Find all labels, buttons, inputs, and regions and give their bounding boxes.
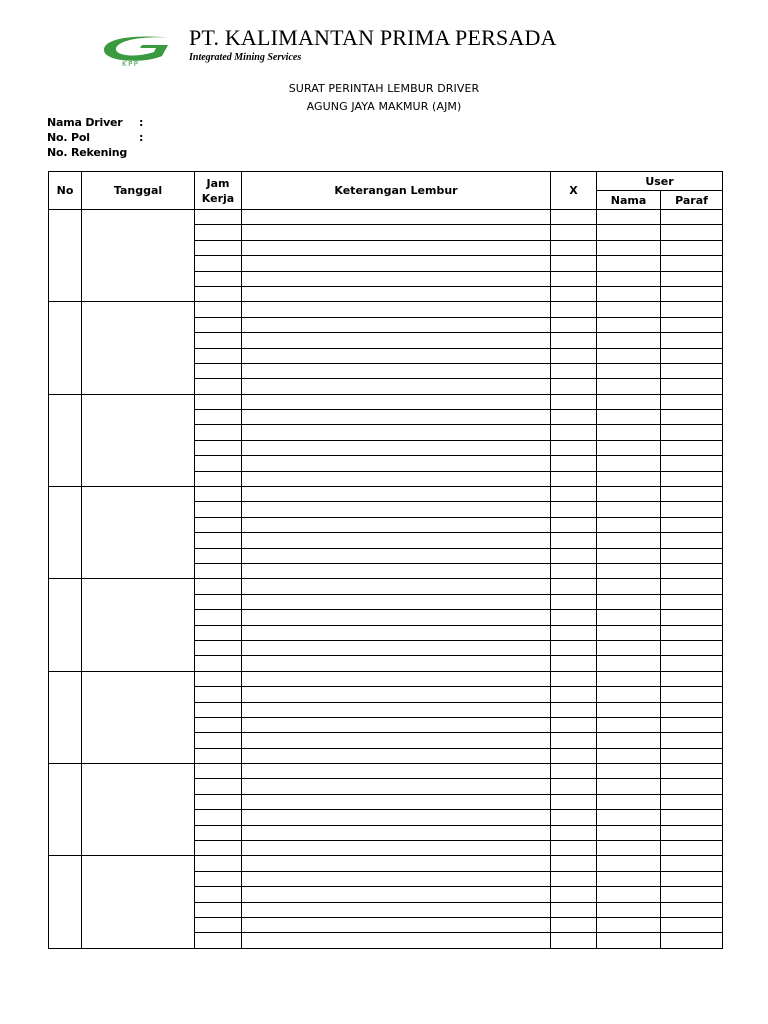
- field-label: No. Pol: [47, 131, 90, 144]
- table-row: [49, 856, 723, 871]
- cell-user-nama[interactable]: [597, 579, 661, 594]
- document-title: SURAT PERINTAH LEMBUR DRIVER: [288, 82, 480, 95]
- cell-x[interactable]: [551, 210, 597, 225]
- cell-user-nama[interactable]: [597, 902, 661, 917]
- cell-jam-kerja[interactable]: [195, 210, 242, 225]
- cell-keterangan-lembur[interactable]: [242, 517, 551, 532]
- table-row: [49, 302, 723, 317]
- cell-keterangan-lembur[interactable]: [242, 240, 551, 255]
- cell-user-nama[interactable]: [597, 471, 661, 486]
- cell-user-nama[interactable]: [597, 410, 661, 425]
- cell-user-paraf[interactable]: [661, 917, 723, 932]
- field-nama-driver: [47, 116, 144, 129]
- cell-jam-kerja[interactable]: [195, 702, 242, 717]
- cell-user-nama[interactable]: [597, 333, 661, 348]
- cell-keterangan-lembur[interactable]: [242, 286, 551, 301]
- cell-keterangan-lembur[interactable]: [242, 225, 551, 240]
- cell-jam-kerja[interactable]: [195, 733, 242, 748]
- cell-x[interactable]: [551, 656, 597, 671]
- cell-user-nama[interactable]: [597, 548, 661, 563]
- cell-jam-kerja[interactable]: [195, 764, 242, 779]
- cell-user-paraf[interactable]: [661, 902, 723, 917]
- cell-no[interactable]: [49, 210, 82, 302]
- cell-user-nama[interactable]: [597, 440, 661, 455]
- cell-tanggal[interactable]: [82, 302, 195, 394]
- cell-user-nama[interactable]: [597, 363, 661, 378]
- cell-x[interactable]: [551, 563, 597, 578]
- cell-keterangan-lembur[interactable]: [242, 841, 551, 856]
- logo-text: KPP: [122, 60, 140, 68]
- cell-tanggal[interactable]: [82, 394, 195, 486]
- cell-jam-kerja[interactable]: [195, 594, 242, 609]
- cell-jam-kerja[interactable]: [195, 887, 242, 902]
- cell-user-paraf[interactable]: [661, 640, 723, 655]
- cell-tanggal[interactable]: [82, 671, 195, 763]
- cell-user-nama[interactable]: [597, 456, 661, 471]
- cell-jam-kerja[interactable]: [195, 271, 242, 286]
- cell-user-nama[interactable]: [597, 871, 661, 886]
- cell-user-nama[interactable]: [597, 210, 661, 225]
- cell-tanggal[interactable]: [82, 487, 195, 579]
- cell-keterangan-lembur[interactable]: [242, 748, 551, 763]
- cell-jam-kerja[interactable]: [195, 794, 242, 809]
- header-jam-kerja: [195, 172, 242, 210]
- cell-x[interactable]: [551, 394, 597, 409]
- cell-jam-kerja[interactable]: [195, 425, 242, 440]
- cell-tanggal[interactable]: [82, 764, 195, 856]
- cell-user-nama[interactable]: [597, 394, 661, 409]
- cell-x[interactable]: [551, 286, 597, 301]
- field-label: No. Rekening: [47, 146, 128, 159]
- cell-user-paraf[interactable]: [661, 256, 723, 271]
- cell-user-paraf[interactable]: [661, 240, 723, 255]
- cell-x[interactable]: [551, 764, 597, 779]
- header-tanggal: Tanggal: [82, 172, 195, 210]
- cell-user-nama[interactable]: [597, 687, 661, 702]
- cell-no[interactable]: [49, 487, 82, 579]
- cell-user-paraf[interactable]: [661, 841, 723, 856]
- cell-jam-kerja[interactable]: [195, 286, 242, 301]
- cell-user-nama[interactable]: [597, 502, 661, 517]
- cell-x[interactable]: [551, 456, 597, 471]
- cell-user-paraf[interactable]: [661, 794, 723, 809]
- cell-user-paraf[interactable]: [661, 363, 723, 378]
- cell-keterangan-lembur[interactable]: [242, 579, 551, 594]
- cell-jam-kerja[interactable]: [195, 748, 242, 763]
- cell-tanggal[interactable]: [82, 210, 195, 302]
- cell-user-nama[interactable]: [597, 317, 661, 332]
- header-paraf: Paraf: [661, 191, 723, 210]
- cell-jam-kerja[interactable]: [195, 240, 242, 255]
- cell-no[interactable]: [49, 302, 82, 394]
- header-no: No: [49, 172, 82, 210]
- cell-user-paraf[interactable]: [661, 286, 723, 301]
- cell-user-nama[interactable]: [597, 302, 661, 317]
- cell-user-paraf[interactable]: [661, 394, 723, 409]
- cell-jam-kerja[interactable]: [195, 302, 242, 317]
- cell-keterangan-lembur[interactable]: [242, 410, 551, 425]
- cell-keterangan-lembur[interactable]: [242, 394, 551, 409]
- cell-user-paraf[interactable]: [661, 440, 723, 455]
- cell-user-paraf[interactable]: [661, 825, 723, 840]
- cell-keterangan-lembur[interactable]: [242, 256, 551, 271]
- company-tagline: Integrated Mining Services: [189, 52, 302, 63]
- cell-user-nama[interactable]: [597, 240, 661, 255]
- cell-no[interactable]: [49, 394, 82, 486]
- table-row: [49, 487, 723, 502]
- cell-user-nama[interactable]: [597, 533, 661, 548]
- cell-x[interactable]: [551, 841, 597, 856]
- cell-user-nama[interactable]: [597, 379, 661, 394]
- cell-x[interactable]: [551, 302, 597, 317]
- header-x: X: [551, 172, 597, 210]
- cell-no[interactable]: [49, 671, 82, 763]
- cell-jam-kerja[interactable]: [195, 640, 242, 655]
- cell-user-paraf[interactable]: [661, 764, 723, 779]
- cell-x[interactable]: [551, 579, 597, 594]
- cell-user-paraf[interactable]: [661, 471, 723, 486]
- cell-jam-kerja[interactable]: [195, 317, 242, 332]
- cell-x[interactable]: [551, 333, 597, 348]
- cell-jam-kerja[interactable]: [195, 456, 242, 471]
- cell-keterangan-lembur[interactable]: [242, 764, 551, 779]
- cell-keterangan-lembur[interactable]: [242, 348, 551, 363]
- cell-user-paraf[interactable]: [661, 502, 723, 517]
- cell-x[interactable]: [551, 917, 597, 932]
- cell-keterangan-lembur[interactable]: [242, 548, 551, 563]
- cell-no[interactable]: [49, 579, 82, 671]
- kpp-logo-icon: [96, 30, 180, 70]
- cell-user-paraf[interactable]: [661, 687, 723, 702]
- cell-keterangan-lembur[interactable]: [242, 779, 551, 794]
- cell-user-paraf[interactable]: [661, 717, 723, 732]
- cell-user-paraf[interactable]: [661, 733, 723, 748]
- cell-user-paraf[interactable]: [661, 425, 723, 440]
- cell-user-nama[interactable]: [597, 933, 661, 948]
- cell-x[interactable]: [551, 610, 597, 625]
- cell-keterangan-lembur[interactable]: [242, 333, 551, 348]
- cell-user-paraf[interactable]: [661, 225, 723, 240]
- cell-jam-kerja[interactable]: [195, 856, 242, 871]
- cell-jam-kerja[interactable]: [195, 471, 242, 486]
- cell-user-paraf[interactable]: [661, 933, 723, 948]
- cell-user-paraf[interactable]: [661, 487, 723, 502]
- cell-jam-kerja[interactable]: [195, 487, 242, 502]
- header-keterangan-lembur: Keterangan Lembur: [242, 172, 551, 210]
- cell-x[interactable]: [551, 363, 597, 378]
- cell-user-paraf[interactable]: [661, 379, 723, 394]
- cell-jam-kerja[interactable]: [195, 933, 242, 948]
- cell-x[interactable]: [551, 317, 597, 332]
- cell-jam-kerja[interactable]: [195, 902, 242, 917]
- cell-user-nama[interactable]: [597, 517, 661, 532]
- cell-x[interactable]: [551, 902, 597, 917]
- cell-x[interactable]: [551, 225, 597, 240]
- cell-user-nama[interactable]: [597, 779, 661, 794]
- cell-keterangan-lembur[interactable]: [242, 594, 551, 609]
- cell-jam-kerja[interactable]: [195, 256, 242, 271]
- cell-user-paraf[interactable]: [661, 625, 723, 640]
- cell-keterangan-lembur[interactable]: [242, 533, 551, 548]
- cell-x[interactable]: [551, 517, 597, 532]
- cell-jam-kerja[interactable]: [195, 348, 242, 363]
- cell-user-paraf[interactable]: [661, 333, 723, 348]
- cell-user-paraf[interactable]: [661, 748, 723, 763]
- cell-jam-kerja[interactable]: [195, 871, 242, 886]
- cell-jam-kerja[interactable]: [195, 717, 242, 732]
- cell-keterangan-lembur[interactable]: [242, 210, 551, 225]
- cell-keterangan-lembur[interactable]: [242, 671, 551, 686]
- cell-jam-kerja[interactable]: [195, 333, 242, 348]
- cell-x[interactable]: [551, 533, 597, 548]
- cell-user-paraf[interactable]: [661, 517, 723, 532]
- cell-keterangan-lembur[interactable]: [242, 456, 551, 471]
- cell-jam-kerja[interactable]: [195, 625, 242, 640]
- cell-keterangan-lembur[interactable]: [242, 917, 551, 932]
- cell-keterangan-lembur[interactable]: [242, 317, 551, 332]
- field-separator: :: [139, 131, 144, 144]
- cell-tanggal[interactable]: [82, 579, 195, 671]
- table-row: [49, 764, 723, 779]
- cell-user-nama[interactable]: [597, 917, 661, 932]
- cell-user-nama[interactable]: [597, 794, 661, 809]
- cell-keterangan-lembur[interactable]: [242, 271, 551, 286]
- cell-keterangan-lembur[interactable]: [242, 794, 551, 809]
- cell-keterangan-lembur[interactable]: [242, 717, 551, 732]
- cell-x[interactable]: [551, 640, 597, 655]
- cell-user-nama[interactable]: [597, 640, 661, 655]
- table-row: [49, 394, 723, 409]
- cell-jam-kerja[interactable]: [195, 917, 242, 932]
- cell-x[interactable]: [551, 471, 597, 486]
- cell-user-paraf[interactable]: [661, 671, 723, 686]
- cell-user-nama[interactable]: [597, 594, 661, 609]
- cell-user-paraf[interactable]: [661, 317, 723, 332]
- cell-keterangan-lembur[interactable]: [242, 563, 551, 578]
- document-subtitle: AGUNG JAYA MAKMUR (AJM): [306, 100, 462, 113]
- cell-x[interactable]: [551, 502, 597, 517]
- cell-user-nama[interactable]: [597, 748, 661, 763]
- cell-jam-kerja[interactable]: [195, 517, 242, 532]
- cell-user-nama[interactable]: [597, 733, 661, 748]
- cell-jam-kerja[interactable]: [195, 225, 242, 240]
- cell-keterangan-lembur[interactable]: [242, 379, 551, 394]
- cell-user-nama[interactable]: [597, 425, 661, 440]
- cell-x[interactable]: [551, 671, 597, 686]
- cell-user-nama[interactable]: [597, 348, 661, 363]
- cell-jam-kerja[interactable]: [195, 579, 242, 594]
- cell-keterangan-lembur[interactable]: [242, 625, 551, 640]
- cell-x[interactable]: [551, 825, 597, 840]
- cell-jam-kerja[interactable]: [195, 687, 242, 702]
- cell-user-paraf[interactable]: [661, 302, 723, 317]
- cell-keterangan-lembur[interactable]: [242, 440, 551, 455]
- cell-user-nama[interactable]: [597, 825, 661, 840]
- cell-x[interactable]: [551, 887, 597, 902]
- table-row: [49, 579, 723, 594]
- cell-user-paraf[interactable]: [661, 410, 723, 425]
- cell-x[interactable]: [551, 748, 597, 763]
- cell-user-nama[interactable]: [597, 856, 661, 871]
- cell-keterangan-lembur[interactable]: [242, 856, 551, 871]
- cell-x[interactable]: [551, 810, 597, 825]
- cell-x[interactable]: [551, 594, 597, 609]
- cell-user-nama[interactable]: [597, 625, 661, 640]
- cell-no[interactable]: [49, 856, 82, 948]
- cell-x[interactable]: [551, 379, 597, 394]
- field-label: Nama Driver: [47, 116, 123, 129]
- cell-user-nama[interactable]: [597, 225, 661, 240]
- cell-x[interactable]: [551, 256, 597, 271]
- field-separator: :: [139, 116, 144, 129]
- header-jam-kerja-line1: Jam: [206, 176, 230, 190]
- cell-user-paraf[interactable]: [661, 610, 723, 625]
- cell-x[interactable]: [551, 856, 597, 871]
- cell-user-paraf[interactable]: [661, 810, 723, 825]
- cell-jam-kerja[interactable]: [195, 363, 242, 378]
- cell-user-paraf[interactable]: [661, 702, 723, 717]
- cell-no[interactable]: [49, 764, 82, 856]
- cell-user-paraf[interactable]: [661, 579, 723, 594]
- cell-x[interactable]: [551, 794, 597, 809]
- cell-x[interactable]: [551, 871, 597, 886]
- cell-x[interactable]: [551, 271, 597, 286]
- cell-keterangan-lembur[interactable]: [242, 825, 551, 840]
- cell-user-nama[interactable]: [597, 487, 661, 502]
- cell-keterangan-lembur[interactable]: [242, 871, 551, 886]
- cell-keterangan-lembur[interactable]: [242, 733, 551, 748]
- cell-user-nama[interactable]: [597, 810, 661, 825]
- cell-keterangan-lembur[interactable]: [242, 487, 551, 502]
- cell-keterangan-lembur[interactable]: [242, 687, 551, 702]
- cell-jam-kerja[interactable]: [195, 656, 242, 671]
- cell-keterangan-lembur[interactable]: [242, 363, 551, 378]
- cell-jam-kerja[interactable]: [195, 563, 242, 578]
- cell-x[interactable]: [551, 779, 597, 794]
- cell-jam-kerja[interactable]: [195, 841, 242, 856]
- cell-user-paraf[interactable]: [661, 887, 723, 902]
- cell-user-nama[interactable]: [597, 764, 661, 779]
- cell-keterangan-lembur[interactable]: [242, 887, 551, 902]
- cell-keterangan-lembur[interactable]: [242, 902, 551, 917]
- cell-keterangan-lembur[interactable]: [242, 810, 551, 825]
- cell-keterangan-lembur[interactable]: [242, 471, 551, 486]
- cell-jam-kerja[interactable]: [195, 410, 242, 425]
- cell-x[interactable]: [551, 410, 597, 425]
- cell-jam-kerja[interactable]: [195, 671, 242, 686]
- cell-user-paraf[interactable]: [661, 210, 723, 225]
- cell-x[interactable]: [551, 440, 597, 455]
- cell-x[interactable]: [551, 425, 597, 440]
- cell-user-paraf[interactable]: [661, 779, 723, 794]
- cell-x[interactable]: [551, 625, 597, 640]
- cell-user-paraf[interactable]: [661, 548, 723, 563]
- cell-user-nama[interactable]: [597, 563, 661, 578]
- cell-jam-kerja[interactable]: [195, 779, 242, 794]
- overtime-table: [48, 171, 723, 949]
- header-jam-kerja-line2: Kerja: [201, 191, 235, 205]
- cell-keterangan-lembur[interactable]: [242, 640, 551, 655]
- cell-user-paraf[interactable]: [661, 456, 723, 471]
- cell-jam-kerja[interactable]: [195, 810, 242, 825]
- company-name: PT. KALIMANTAN PRIMA PERSADA: [189, 25, 557, 50]
- cell-jam-kerja[interactable]: [195, 825, 242, 840]
- cell-jam-kerja[interactable]: [195, 548, 242, 563]
- cell-jam-kerja[interactable]: [195, 502, 242, 517]
- cell-user-paraf[interactable]: [661, 533, 723, 548]
- cell-jam-kerja[interactable]: [195, 440, 242, 455]
- cell-x[interactable]: [551, 240, 597, 255]
- cell-keterangan-lembur[interactable]: [242, 425, 551, 440]
- cell-user-nama[interactable]: [597, 887, 661, 902]
- cell-jam-kerja[interactable]: [195, 533, 242, 548]
- cell-keterangan-lembur[interactable]: [242, 933, 551, 948]
- header-user: User: [597, 172, 723, 191]
- field-no-rekening: [47, 146, 127, 159]
- cell-user-nama[interactable]: [597, 610, 661, 625]
- header-nama: Nama: [597, 191, 661, 210]
- cell-x[interactable]: [551, 548, 597, 563]
- cell-user-nama[interactable]: [597, 717, 661, 732]
- cell-user-paraf[interactable]: [661, 871, 723, 886]
- cell-x[interactable]: [551, 717, 597, 732]
- field-no-pol: [47, 131, 144, 144]
- cell-user-nama[interactable]: [597, 656, 661, 671]
- cell-user-paraf[interactable]: [661, 348, 723, 363]
- cell-user-paraf[interactable]: [661, 594, 723, 609]
- cell-x[interactable]: [551, 348, 597, 363]
- cell-jam-kerja[interactable]: [195, 379, 242, 394]
- cell-keterangan-lembur[interactable]: [242, 702, 551, 717]
- cell-keterangan-lembur[interactable]: [242, 656, 551, 671]
- cell-user-nama[interactable]: [597, 256, 661, 271]
- cell-keterangan-lembur[interactable]: [242, 302, 551, 317]
- cell-user-nama[interactable]: [597, 671, 661, 686]
- cell-user-paraf[interactable]: [661, 656, 723, 671]
- table-row: [49, 210, 723, 225]
- cell-user-nama[interactable]: [597, 841, 661, 856]
- cell-user-nama[interactable]: [597, 271, 661, 286]
- cell-user-nama[interactable]: [597, 702, 661, 717]
- cell-tanggal[interactable]: [82, 856, 195, 948]
- cell-user-paraf[interactable]: [661, 856, 723, 871]
- cell-jam-kerja[interactable]: [195, 610, 242, 625]
- table-body: [49, 210, 723, 949]
- cell-x[interactable]: [551, 487, 597, 502]
- cell-user-paraf[interactable]: [661, 563, 723, 578]
- cell-user-nama[interactable]: [597, 286, 661, 301]
- cell-x[interactable]: [551, 702, 597, 717]
- table-row: [49, 671, 723, 686]
- cell-jam-kerja[interactable]: [195, 394, 242, 409]
- cell-x[interactable]: [551, 933, 597, 948]
- cell-keterangan-lembur[interactable]: [242, 502, 551, 517]
- cell-x[interactable]: [551, 733, 597, 748]
- cell-x[interactable]: [551, 687, 597, 702]
- cell-keterangan-lembur[interactable]: [242, 610, 551, 625]
- cell-user-paraf[interactable]: [661, 271, 723, 286]
